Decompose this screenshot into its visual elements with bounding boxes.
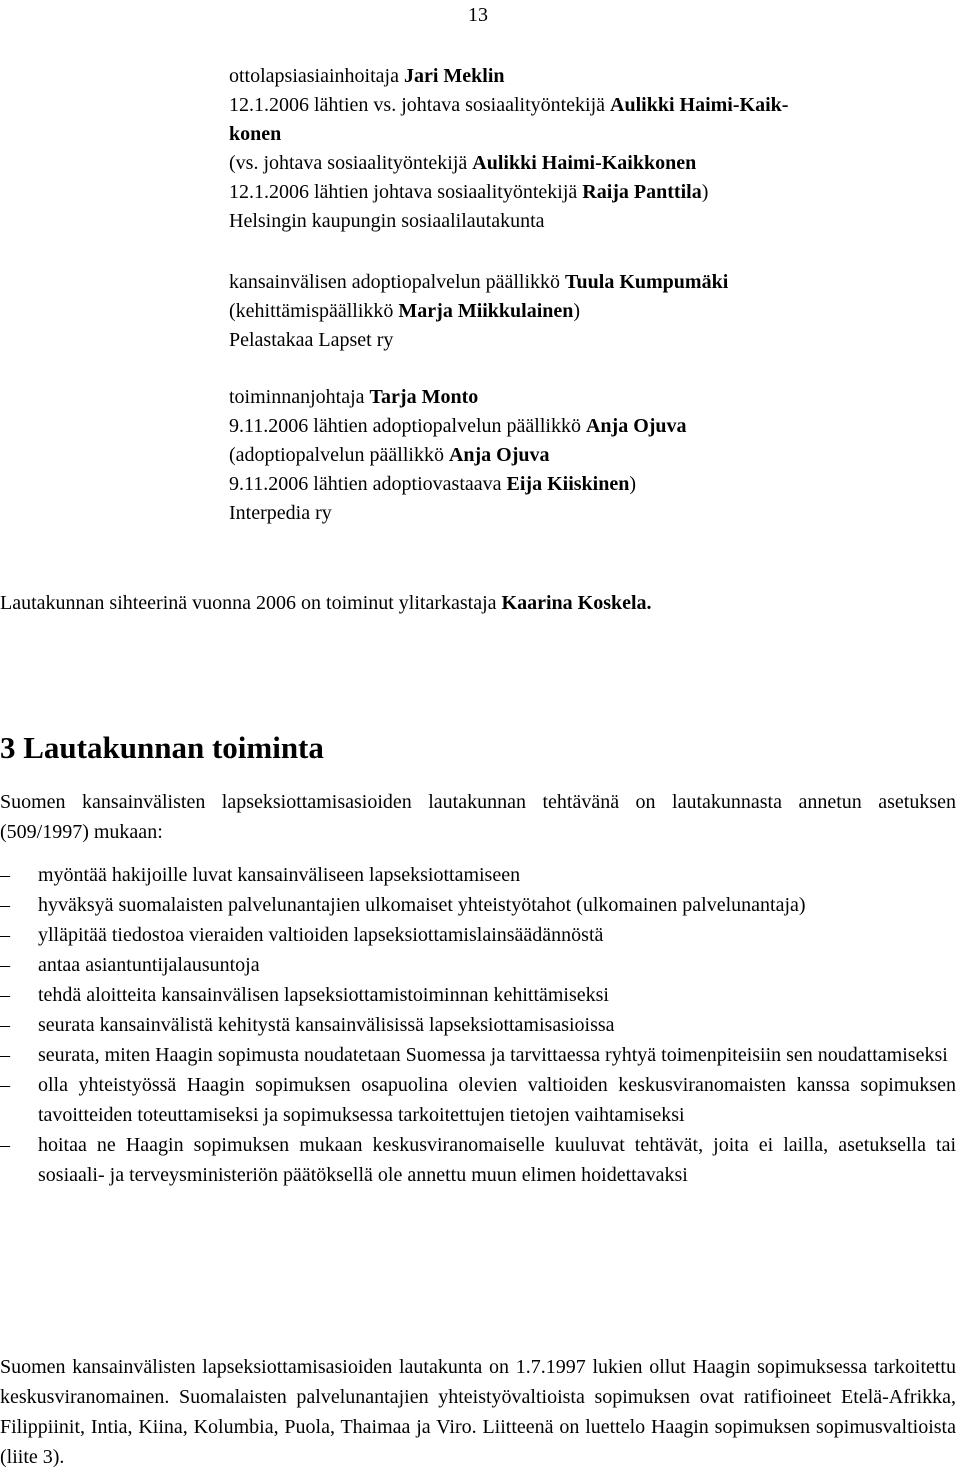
member-line <box>229 412 929 441</box>
member-line <box>229 383 929 412</box>
organization-line: Interpedia ry <box>229 502 332 524</box>
member-line <box>229 149 929 178</box>
person-name: Tuula Kumpumäki <box>565 271 729 293</box>
person-name: konen <box>229 123 282 145</box>
person-name: Kaarina Koskela. <box>501 592 652 614</box>
person-name: Anja Ojuva <box>448 444 550 466</box>
list-item <box>0 1130 956 1190</box>
closing-paren: ) <box>629 473 637 495</box>
member-group-interpedia <box>229 383 929 528</box>
role-text: (kehittämispäällikkö <box>229 300 399 322</box>
dash-bullet: – <box>0 864 10 886</box>
dash-bullet: – <box>0 924 10 946</box>
secretary-line <box>0 588 652 618</box>
member-line <box>229 91 929 120</box>
person-name: Aulikki Haimi-Kaik- <box>610 94 789 116</box>
person-name: Anja Ojuva <box>585 415 687 437</box>
dash-bullet: – <box>0 894 10 916</box>
role-text: ottolapsiasiainhoitaja <box>229 65 404 87</box>
dash-bullet: – <box>0 954 10 976</box>
intro-paragraph: Suomen kansainvälisten lapseksiottamisasioiden lautakunnan tehtävänä on lautakunnasta annetun asetuksen (509/1997) mukaan: <box>0 791 956 843</box>
dash-bullet: – <box>0 984 10 1006</box>
list-item <box>0 1010 956 1040</box>
member-line <box>229 441 929 470</box>
section-heading: 3 Lautakunnan toiminta <box>0 730 324 765</box>
list-item-text: seurata kansainvälistä kehitystä kansainvälisissä lapseksiottamisasioissa <box>38 1014 615 1036</box>
role-text: 9.11.2006 lähtien adoptiopalvelun päällikkö <box>229 415 586 437</box>
organization-line: Pelastakaa Lapset ry <box>229 329 394 351</box>
list-item-text: ylläpitää tiedostoa vieraiden valtioiden lapseksiottamislainsäädännöstä <box>38 924 604 946</box>
list-item <box>0 890 956 920</box>
closing-paren: ) <box>573 300 581 322</box>
role-text: 12.1.2006 lähtien vs. johtava sosiaalityöntekijä <box>229 94 611 116</box>
page-number: 13 <box>468 4 488 26</box>
member-line <box>229 268 929 297</box>
role-text: kansainvälisen adoptiopalvelun päällikkö <box>229 271 566 293</box>
list-item <box>0 920 956 950</box>
member-group-helsinki <box>229 62 929 236</box>
list-item-text: seurata, miten Haagin sopimusta noudatetaan Suomessa ja tarvittaessa ryhtyä toimenpiteisiin sen noudattamiseksi <box>38 1044 948 1066</box>
secretary-text: Lautakunnan sihteerinä vuonna 2006 on toiminut ylitarkastaja <box>0 592 502 614</box>
member-line <box>229 178 929 207</box>
list-item-text: tehdä aloitteita kansainvälisen lapseksiottamistoiminnan kehittämiseksi <box>38 984 609 1006</box>
member-line <box>229 62 929 91</box>
person-name: Raija Panttila <box>582 181 702 203</box>
list-item-text: myöntää hakijoille luvat kansainväliseen lapseksiottamiseen <box>38 864 521 886</box>
person-name: Aulikki Haimi-Kaikkonen <box>472 152 697 174</box>
role-text: 9.11.2006 lähtien adoptiovastaava <box>229 473 507 495</box>
person-name: Marja Miikkulainen <box>398 300 574 322</box>
role-text: (vs. johtava sosiaalityöntekijä <box>229 152 473 174</box>
person-name: Jari Meklin <box>403 65 505 87</box>
dash-bullet: – <box>0 1014 10 1036</box>
person-name: Tarja Monto <box>369 386 479 408</box>
closing-paragraph: Suomen kansainvälisten lapseksiottamisasioiden lautakunta on 1.7.1997 lukien ollut Haagin sopimuksessa tarkoitettu keskusviranomainen. Suomalaisten palvelunantajien yhteistyövaltioista sopimuksen ovat ratifioineet Etelä-Afrikka, Filippiinit, Intia, Kiina, Kolumbia, Puola, Thaimaa ja Viro. Liitteenä on luettelo Haagin sopimuksen sopimusvaltioista (liite 3). <box>0 1356 956 1468</box>
dash-bullet: – <box>0 1134 10 1156</box>
list-item <box>0 950 956 980</box>
role-text: toiminnanjohtaja <box>229 386 370 408</box>
role-text: 12.1.2006 lähtien johtava sosiaalityöntekijä <box>229 181 583 203</box>
member-line <box>229 120 929 149</box>
person-name: Eija Kiiskinen <box>506 473 630 495</box>
list-item-text: hyväksyä suomalaisten palvelunantajien ulkomaiset yhteistyötahot (ulkomainen palvelunantaja) <box>38 894 806 916</box>
list-item-text: hoitaa ne Haagin sopimuksen mukaan keskusviranomaiselle kuuluvat tehtävät, joita ei lailla, asetuksella tai sosiaali- ja terveysministeriön päätöksellä ole annettu muun elimen hoidettavaksi <box>38 1134 956 1186</box>
list-item-text: antaa asiantuntijalausuntoja <box>38 954 260 976</box>
list-item <box>0 980 956 1010</box>
member-line <box>229 470 929 499</box>
dash-bullet: – <box>0 1074 10 1096</box>
role-text: (adoptiopalvelun päällikkö <box>229 444 449 466</box>
duties-list <box>0 860 956 1190</box>
dash-bullet: – <box>0 1044 10 1066</box>
member-group-pelastakaa-lapset <box>229 268 929 355</box>
closing-paren: ) <box>701 181 709 203</box>
list-item <box>0 860 956 890</box>
list-item-text: olla yhteistyössä Haagin sopimuksen osapuolina olevien valtioiden keskusviranomaisten kanssa sopimuksen tavoitteiden toteuttamiseksi ja sopimuksessa tarkoitettujen tietojen vaihtamiseksi <box>38 1074 956 1126</box>
member-line <box>229 297 929 326</box>
organization-line: Helsingin kaupungin sosiaalilautakunta <box>229 210 545 232</box>
list-item <box>0 1040 956 1070</box>
list-item <box>0 1070 956 1130</box>
